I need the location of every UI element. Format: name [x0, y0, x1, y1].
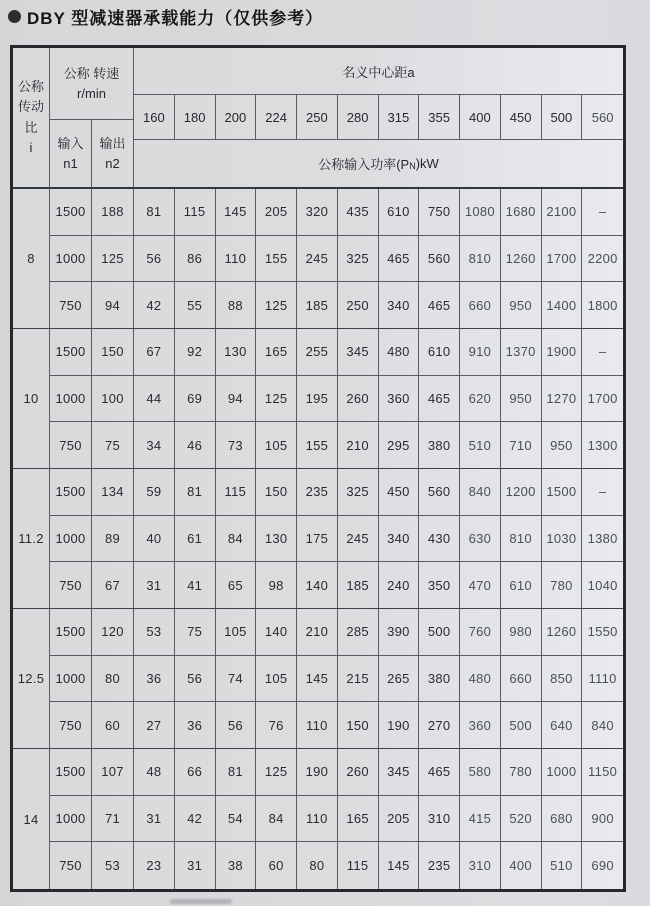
- output-speed-cell: 125: [92, 236, 134, 283]
- power-value-cell: 710: [501, 422, 542, 469]
- power-value-cell: 40: [134, 516, 175, 563]
- power-value-cell: 42: [175, 796, 216, 843]
- ratio-header-line: i: [29, 139, 33, 155]
- power-value-cell: 115: [175, 189, 216, 236]
- power-value-cell: 60: [256, 842, 297, 889]
- power-value-cell: 310: [460, 842, 501, 889]
- power-value-cell: 360: [379, 376, 420, 423]
- power-value-cell: 465: [419, 282, 460, 329]
- size-header-160: 160: [134, 95, 175, 140]
- power-value-cell: 145: [379, 842, 420, 889]
- power-value-cell: 110: [216, 236, 257, 283]
- power-value-cell: 140: [297, 562, 338, 609]
- power-value-cell: 44: [134, 376, 175, 423]
- output-speed-cell: 80: [92, 656, 134, 703]
- power-value-cell: –: [582, 469, 623, 516]
- power-value-cell: 235: [419, 842, 460, 889]
- power-value-cell: 1110: [582, 656, 623, 703]
- power-value-cell: 810: [460, 236, 501, 283]
- power-value-cell: 92: [175, 329, 216, 376]
- power-header-suffix: )kW: [415, 156, 439, 171]
- ratio-cell: 8: [13, 189, 50, 329]
- power-value-cell: 810: [501, 516, 542, 563]
- center-distance-header: 名义中心距a: [134, 48, 623, 95]
- size-header-355: 355: [419, 95, 460, 140]
- power-value-cell: 140: [256, 609, 297, 656]
- power-value-cell: 1700: [582, 376, 623, 423]
- size-header-180: 180: [175, 95, 216, 140]
- scan-artifact: [170, 899, 232, 904]
- power-value-cell: 450: [379, 469, 420, 516]
- power-value-cell: 780: [501, 749, 542, 796]
- power-value-cell: 1150: [582, 749, 623, 796]
- power-value-cell: 400: [501, 842, 542, 889]
- size-header-400: 400: [460, 95, 501, 140]
- power-value-cell: 660: [501, 656, 542, 703]
- power-value-cell: 340: [379, 282, 420, 329]
- power-value-cell: 84: [216, 516, 257, 563]
- power-value-cell: 350: [419, 562, 460, 609]
- power-value-cell: 250: [338, 282, 379, 329]
- power-value-cell: 295: [379, 422, 420, 469]
- power-value-cell: 620: [460, 376, 501, 423]
- power-value-cell: 760: [460, 609, 501, 656]
- power-value-cell: 660: [460, 282, 501, 329]
- power-value-cell: 150: [338, 702, 379, 749]
- size-header-280: 280: [338, 95, 379, 140]
- power-value-cell: 630: [460, 516, 501, 563]
- power-value-cell: 1000: [542, 749, 583, 796]
- power-value-cell: 1200: [501, 469, 542, 516]
- power-value-cell: 65: [216, 562, 257, 609]
- power-value-cell: 130: [256, 516, 297, 563]
- power-value-cell: 580: [460, 749, 501, 796]
- power-value-cell: 265: [379, 656, 420, 703]
- power-value-cell: 1500: [542, 469, 583, 516]
- input-speed-cell: 1500: [50, 329, 92, 376]
- power-value-cell: 165: [256, 329, 297, 376]
- power-value-cell: 2200: [582, 236, 623, 283]
- power-value-cell: 155: [256, 236, 297, 283]
- power-value-cell: 48: [134, 749, 175, 796]
- power-value-cell: 55: [175, 282, 216, 329]
- power-value-cell: 46: [175, 422, 216, 469]
- ratio-header-line: 传动: [17, 99, 44, 115]
- speed-header: [50, 48, 134, 120]
- output-speed-cell: 100: [92, 376, 134, 423]
- power-value-cell: 31: [175, 842, 216, 889]
- input-speed-cell: 1000: [50, 656, 92, 703]
- power-value-cell: 76: [256, 702, 297, 749]
- power-value-cell: 205: [256, 189, 297, 236]
- power-value-cell: 2100: [542, 189, 583, 236]
- power-value-cell: 320: [297, 189, 338, 236]
- power-header: [134, 140, 623, 189]
- power-value-cell: 465: [419, 376, 460, 423]
- power-value-cell: 310: [419, 796, 460, 843]
- power-value-cell: 260: [338, 376, 379, 423]
- power-value-cell: 480: [379, 329, 420, 376]
- power-value-cell: 255: [297, 329, 338, 376]
- power-value-cell: 81: [216, 749, 257, 796]
- power-value-cell: 31: [134, 796, 175, 843]
- power-value-cell: 610: [501, 562, 542, 609]
- power-value-cell: 36: [134, 656, 175, 703]
- power-value-cell: 430: [419, 516, 460, 563]
- input-speed-cell: 1500: [50, 469, 92, 516]
- power-value-cell: 390: [379, 609, 420, 656]
- power-value-cell: 1370: [501, 329, 542, 376]
- input-speed-cell: 1500: [50, 609, 92, 656]
- power-value-cell: 23: [134, 842, 175, 889]
- power-value-cell: 245: [338, 516, 379, 563]
- power-value-cell: 465: [419, 749, 460, 796]
- power-value-cell: 1300: [582, 422, 623, 469]
- power-value-cell: 110: [297, 796, 338, 843]
- power-value-cell: 125: [256, 376, 297, 423]
- power-value-cell: 74: [216, 656, 257, 703]
- power-value-cell: 640: [542, 702, 583, 749]
- power-value-cell: 59: [134, 469, 175, 516]
- power-value-cell: 435: [338, 189, 379, 236]
- size-header-200: 200: [216, 95, 257, 140]
- size-header-315: 315: [379, 95, 420, 140]
- speed-header-unit: r/min: [77, 85, 106, 101]
- power-value-cell: 195: [297, 376, 338, 423]
- power-value-cell: 185: [297, 282, 338, 329]
- power-value-cell: 115: [216, 469, 257, 516]
- input-speed-cell: 750: [50, 282, 92, 329]
- power-value-cell: 38: [216, 842, 257, 889]
- page-title-text: DBY 型减速器承载能力（仅供参考）: [27, 8, 324, 28]
- input-speed-cell: 1500: [50, 189, 92, 236]
- output-speed-cell: 188: [92, 189, 134, 236]
- power-value-cell: 42: [134, 282, 175, 329]
- power-value-cell: 1550: [582, 609, 623, 656]
- output-header-label: 输出: [99, 136, 126, 151]
- power-value-cell: 1380: [582, 516, 623, 563]
- power-value-cell: 210: [297, 609, 338, 656]
- power-value-cell: 86: [175, 236, 216, 283]
- power-value-cell: 145: [297, 656, 338, 703]
- input-speed-cell: 1500: [50, 749, 92, 796]
- output-header-symbol: n2: [105, 155, 120, 171]
- power-value-cell: 1900: [542, 329, 583, 376]
- size-header-250: 250: [297, 95, 338, 140]
- ratio-cell: 14: [13, 749, 50, 889]
- input-speed-cell: 750: [50, 422, 92, 469]
- power-value-cell: 175: [297, 516, 338, 563]
- output-speed-cell: 67: [92, 562, 134, 609]
- power-value-cell: 145: [216, 189, 257, 236]
- power-value-cell: 380: [419, 422, 460, 469]
- power-value-cell: 69: [175, 376, 216, 423]
- ratio-cell: 12.5: [13, 609, 50, 749]
- power-value-cell: 345: [379, 749, 420, 796]
- power-value-cell: 910: [460, 329, 501, 376]
- output-speed-cell: 120: [92, 609, 134, 656]
- power-value-cell: 560: [419, 236, 460, 283]
- power-value-cell: 80: [297, 842, 338, 889]
- power-value-cell: 680: [542, 796, 583, 843]
- power-value-cell: 41: [175, 562, 216, 609]
- power-value-cell: 34: [134, 422, 175, 469]
- power-value-cell: 470: [460, 562, 501, 609]
- output-speed-cell: 75: [92, 422, 134, 469]
- input-speed-cell: 750: [50, 702, 92, 749]
- power-value-cell: 500: [419, 609, 460, 656]
- power-value-cell: 81: [134, 189, 175, 236]
- output-speed-cell: 94: [92, 282, 134, 329]
- power-value-cell: 155: [297, 422, 338, 469]
- power-value-cell: 480: [460, 656, 501, 703]
- power-value-cell: 190: [379, 702, 420, 749]
- ratio-header-line: 公称: [17, 79, 44, 95]
- power-value-cell: 67: [134, 329, 175, 376]
- power-value-cell: 850: [542, 656, 583, 703]
- power-value-cell: 1260: [501, 236, 542, 283]
- power-value-cell: 205: [379, 796, 420, 843]
- power-value-cell: 215: [338, 656, 379, 703]
- power-value-cell: 66: [175, 749, 216, 796]
- power-value-cell: 950: [542, 422, 583, 469]
- input-header-label: 输入: [57, 136, 84, 151]
- power-value-cell: 56: [134, 236, 175, 283]
- output-speed-cell: 53: [92, 842, 134, 889]
- power-value-cell: 325: [338, 236, 379, 283]
- power-value-cell: 84: [256, 796, 297, 843]
- power-value-cell: 54: [216, 796, 257, 843]
- power-value-cell: 210: [338, 422, 379, 469]
- power-value-cell: 360: [460, 702, 501, 749]
- output-speed-cell: 89: [92, 516, 134, 563]
- output-speed-cell: 107: [92, 749, 134, 796]
- power-header-prefix: 公称输入功率(P: [318, 157, 410, 172]
- power-value-cell: 125: [256, 282, 297, 329]
- power-value-cell: 94: [216, 376, 257, 423]
- power-value-cell: 245: [297, 236, 338, 283]
- ratio-cell: 11.2: [13, 469, 50, 609]
- power-value-cell: 1270: [542, 376, 583, 423]
- power-value-cell: 190: [297, 749, 338, 796]
- power-value-cell: 900: [582, 796, 623, 843]
- power-value-cell: 610: [419, 329, 460, 376]
- power-value-cell: 125: [256, 749, 297, 796]
- power-value-cell: 325: [338, 469, 379, 516]
- power-value-cell: 1030: [542, 516, 583, 563]
- output-speed-cell: 150: [92, 329, 134, 376]
- power-value-cell: 61: [175, 516, 216, 563]
- power-value-cell: 105: [216, 609, 257, 656]
- power-value-cell: 345: [338, 329, 379, 376]
- input-speed-cell: 1000: [50, 796, 92, 843]
- power-value-cell: 500: [501, 702, 542, 749]
- power-value-cell: 150: [256, 469, 297, 516]
- power-value-cell: 560: [419, 469, 460, 516]
- power-value-cell: 1700: [542, 236, 583, 283]
- power-value-cell: 285: [338, 609, 379, 656]
- speed-header-label: 公称 转速: [63, 66, 120, 81]
- power-value-cell: 105: [256, 422, 297, 469]
- input-header-symbol: n1: [63, 155, 78, 171]
- power-value-cell: 73: [216, 422, 257, 469]
- power-value-cell: 1260: [542, 609, 583, 656]
- power-value-cell: 130: [216, 329, 257, 376]
- input-speed-cell: 1000: [50, 376, 92, 423]
- size-header-450: 450: [501, 95, 542, 140]
- power-value-cell: 105: [256, 656, 297, 703]
- power-value-cell: 235: [297, 469, 338, 516]
- power-value-cell: 27: [134, 702, 175, 749]
- power-value-cell: 1400: [542, 282, 583, 329]
- output-speed-header: [92, 120, 134, 189]
- power-value-cell: 780: [542, 562, 583, 609]
- power-value-cell: 1080: [460, 189, 501, 236]
- power-value-cell: 88: [216, 282, 257, 329]
- table-grid: [13, 48, 623, 889]
- input-speed-cell: 750: [50, 562, 92, 609]
- size-header-224: 224: [256, 95, 297, 140]
- output-speed-cell: 60: [92, 702, 134, 749]
- power-value-cell: 610: [379, 189, 420, 236]
- power-value-cell: 260: [338, 749, 379, 796]
- ratio-column-header: [13, 48, 50, 189]
- power-value-cell: 56: [216, 702, 257, 749]
- power-value-cell: 340: [379, 516, 420, 563]
- power-value-cell: 1800: [582, 282, 623, 329]
- power-value-cell: 165: [338, 796, 379, 843]
- input-speed-cell: 750: [50, 842, 92, 889]
- power-value-cell: 840: [582, 702, 623, 749]
- ratio-header-line: 比: [24, 119, 38, 135]
- power-value-cell: 53: [134, 609, 175, 656]
- bullet-icon: [8, 10, 21, 23]
- output-speed-cell: 134: [92, 469, 134, 516]
- size-header-500: 500: [542, 95, 583, 140]
- power-value-cell: 270: [419, 702, 460, 749]
- power-value-cell: 520: [501, 796, 542, 843]
- power-value-cell: –: [582, 329, 623, 376]
- power-value-cell: 465: [379, 236, 420, 283]
- size-header-560: 560: [582, 95, 623, 140]
- capacity-table: [10, 45, 626, 892]
- power-value-cell: 950: [501, 282, 542, 329]
- power-value-cell: 81: [175, 469, 216, 516]
- power-value-cell: 380: [419, 656, 460, 703]
- power-value-cell: 1680: [501, 189, 542, 236]
- power-value-cell: 110: [297, 702, 338, 749]
- ratio-cell: 10: [13, 329, 50, 469]
- input-speed-cell: 1000: [50, 516, 92, 563]
- output-speed-cell: 71: [92, 796, 134, 843]
- power-value-cell: 510: [460, 422, 501, 469]
- power-value-cell: 75: [175, 609, 216, 656]
- power-value-cell: 36: [175, 702, 216, 749]
- power-value-cell: 185: [338, 562, 379, 609]
- power-value-cell: 115: [338, 842, 379, 889]
- power-value-cell: –: [582, 189, 623, 236]
- power-value-cell: 56: [175, 656, 216, 703]
- power-value-cell: 240: [379, 562, 420, 609]
- power-value-cell: 690: [591, 858, 614, 874]
- power-value-cell: 840: [460, 469, 501, 516]
- power-header-subscript: N: [409, 160, 416, 171]
- input-speed-cell: 1000: [50, 236, 92, 283]
- power-value-cell: 415: [460, 796, 501, 843]
- page-title: [8, 4, 323, 28]
- power-value-cell: 98: [256, 562, 297, 609]
- power-value-cell: 31: [134, 562, 175, 609]
- power-value-cell: 980: [501, 609, 542, 656]
- input-speed-header: [50, 120, 92, 189]
- power-value-cell: 950: [501, 376, 542, 423]
- power-value-cell: 1040: [582, 562, 623, 609]
- power-value-cell: 510: [542, 842, 583, 889]
- power-value-cell: 750: [419, 189, 460, 236]
